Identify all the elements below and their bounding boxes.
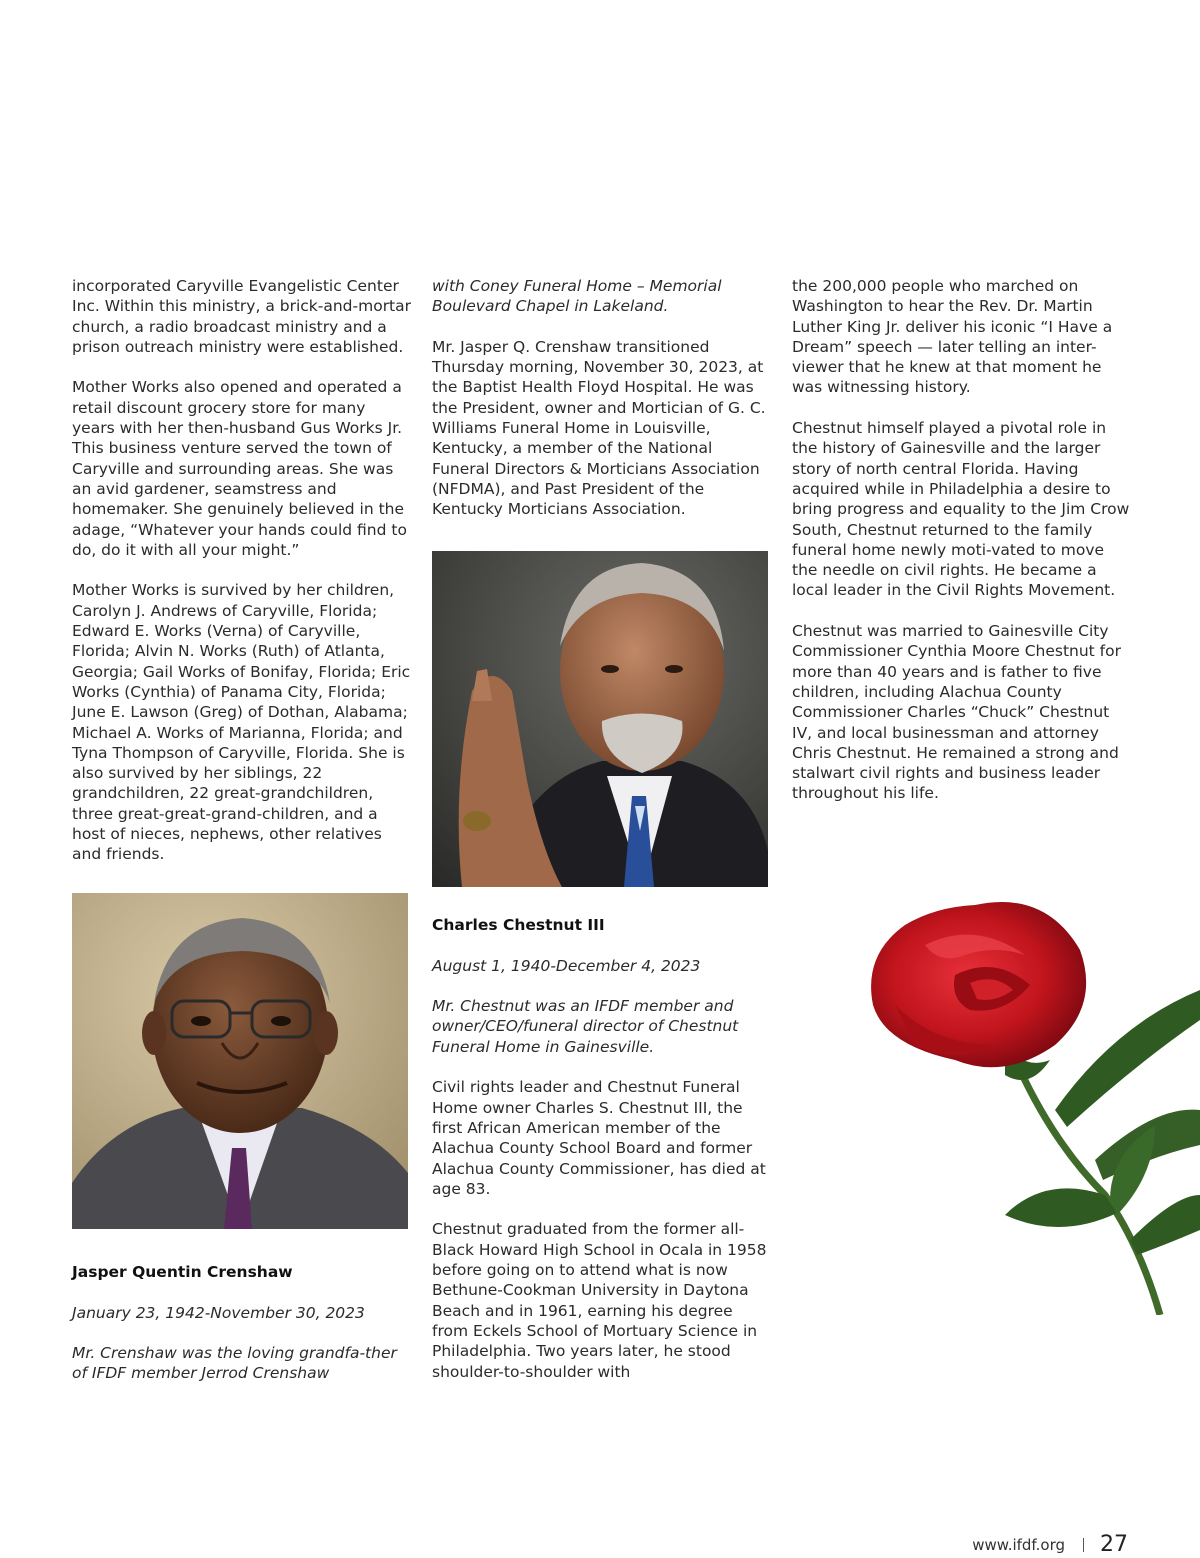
chestnut-paragraph-2: Chestnut graduated from the former all-Black Howard High School in Ocala in 1958 before going on to attend what is now Bethune-Cookman University in Daytona Beach and in 1961, earning his degree from Eckels School of Mortuary Science in Philadelphia. Two years later, he stood shoulder-to-shoulder with [432, 1220, 767, 1381]
chestnut-photo [432, 551, 768, 887]
crenshaw-header [72, 1262, 412, 1404]
crenshaw-intro: Mr. Crenshaw was the loving grandfa-ther of IFDF member Jerrod Crenshaw [72, 1344, 397, 1383]
page-number: 27 [1100, 1532, 1128, 1557]
crenshaw-name: Jasper Quentin Crenshaw [72, 1263, 293, 1281]
crenshaw-dates: January 23, 1942-November 30, 2023 [72, 1303, 365, 1322]
chestnut-paragraph-3: the 200,000 people who marched on Washington to hear the Rev. Dr. Martin Luther King Jr. deliver his iconic “I Have a Dream” speech — later telling an inter-viewer that he knew at that moment he was witnessing history. [792, 277, 1113, 397]
crenshaw-photo [72, 893, 408, 1229]
chestnut-intro: Mr. Chestnut was an IFDF member and owner/CEO/funeral director of Chestnut Funeral Home in Gainesville. [432, 997, 739, 1056]
crenshaw-paragraph-1: Mr. Jasper Q. Crenshaw transitioned Thursday morning, November 30, 2023, at the Baptist Health Floyd Hospital. He was the President, owner and Mortician of G. C. Williams Funeral Home in Louisville, Kentucky, a member of the National Funeral Directors & Morticians Association (NFDMA), and Past President of the Kentucky Morticians Association. [432, 337, 766, 519]
works-paragraph-3: Mother Works is survived by her children, Carolyn J. Andrews of Caryville, Florida; Edward E. Works (Verna) of Caryville, Florida; Alvin N. Works (Ruth) of Atlanta, Georgia; Gail Works of Bonifay, Florida; Eric Works (Cynthia) of Panama City, Florida; June E. Lawson (Greg) of Dothan, Alabama; Michael A. Works of Marianna, Florida; and Tyna Thompson of Caryville, Florida. She is also survived by her siblings, 22 grandchildren, 22 great-grandchildren, three great-great-grand-children, and a host of nieces, nephews, other relatives and friends. [72, 581, 411, 864]
works-paragraph-2: Mother Works also opened and operated a retail discount grocery store for many years with her then-husband Gus Works Jr. This business venture served the town of Caryville and surrounding areas. She was an avid gardener, seamstress and homemaker. She genuinely believed in the adage, “Whatever your hands could find to do, do it with all your might.” [72, 378, 407, 559]
page-footer [972, 1532, 1128, 1557]
chestnut-paragraph-4: Chestnut himself played a pivotal role in the history of Gainesville and the larger story of north central Florida. Having acquired while in Philadelphia a desire to bring progress and equality to the Jim Crow South, Chestnut returned to the family funeral home newly moti-vated to move the needle on civil rights. He became a local leader in the Civil Rights Movement. [792, 419, 1130, 600]
footer-divider [1083, 1538, 1084, 1552]
rose-illustration [855, 895, 1200, 1315]
works-paragraph-1: incorporated Caryville Evangelistic Center Inc. Within this ministry, a brick-and-mortar church, a radio broadcast ministry and a prison outreach ministry were established. [72, 277, 412, 356]
website-url[interactable]: www.ifdf.org [972, 1535, 1065, 1554]
column-1 [72, 276, 412, 885]
chestnut-dates: August 1, 1940-December 4, 2023 [432, 956, 701, 975]
column-2-top [432, 276, 772, 540]
crenshaw-intro-continued: with Coney Funeral Home – Memorial Boulevard Chapel in Lakeland. [432, 277, 722, 316]
chestnut-paragraph-1: Civil rights leader and Chestnut Funeral Home owner Charles S. Chestnut III, the first African American member of the Alachua County School Board and former Alachua County Commissioner, has died at age 83. [432, 1078, 766, 1198]
column-3 [792, 276, 1132, 824]
chestnut-name: Charles Chestnut III [432, 916, 605, 934]
column-2-bottom [432, 915, 772, 1402]
chestnut-paragraph-5: Chestnut was married to Gainesville City Commissioner Cynthia Moore Chestnut for more than 40 years and is father to five children, including Alachua County Commissioner Charles “Chuck” Chestnut IV, and local businessman and attorney Chris Chestnut. He remained a strong and stalwart civil rights and business leader throughout his life. [792, 622, 1121, 803]
